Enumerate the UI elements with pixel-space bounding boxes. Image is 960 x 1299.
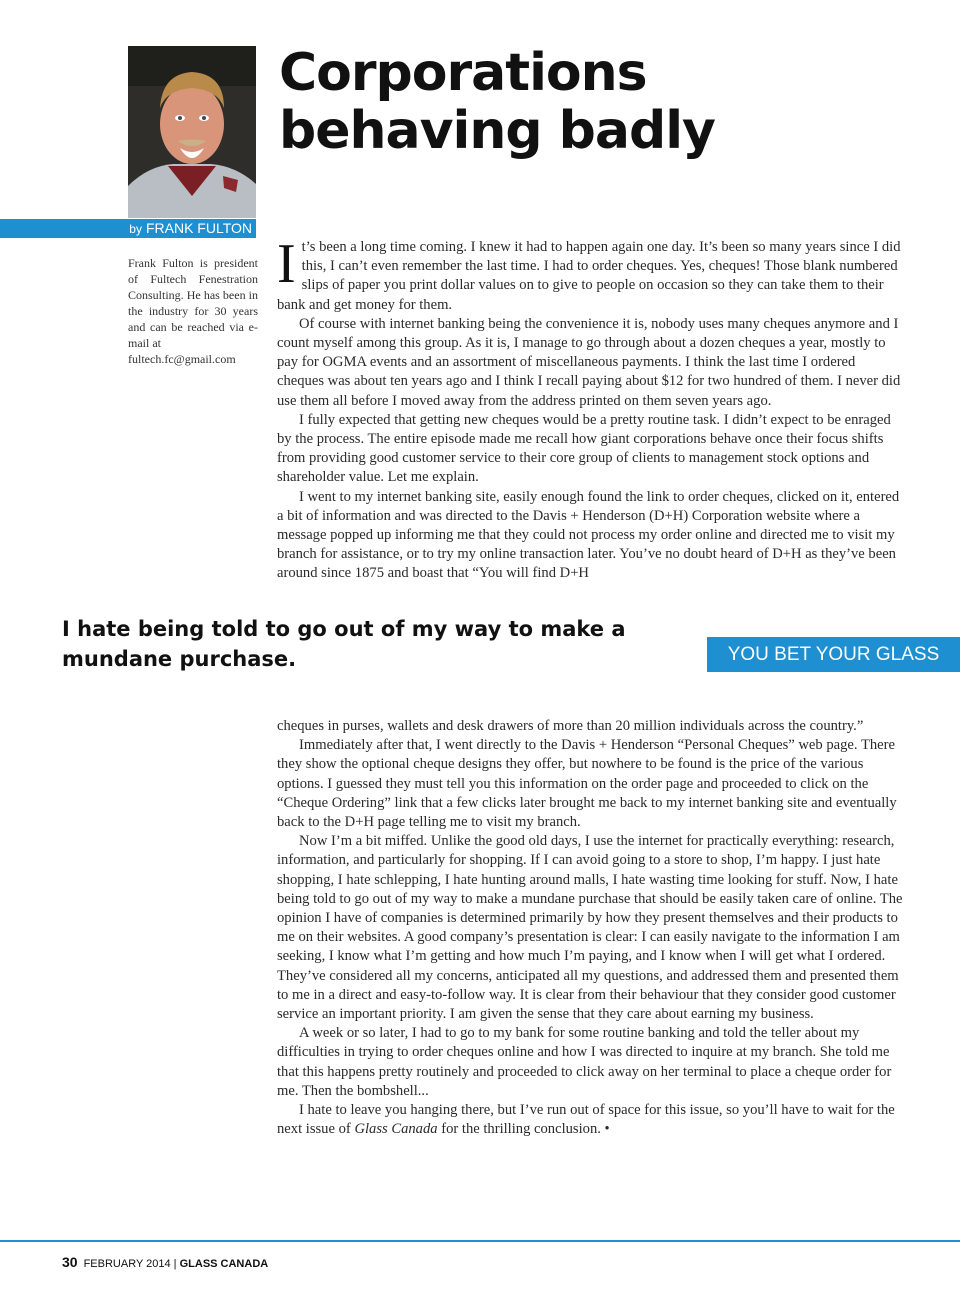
pull-quote: I hate being told to go out of my way to make a mundane purchase.	[62, 617, 626, 671]
author-photo	[128, 46, 256, 218]
footer-rule	[0, 1240, 960, 1242]
closing-paragraph	[277, 1101, 903, 1139]
author-name: FRANK FULTON	[145, 220, 252, 236]
byline	[129, 220, 252, 236]
bio-email: fultech.fc@gmail.com	[128, 352, 236, 366]
publication-name: GLASS CANADA	[179, 1258, 269, 1270]
article-body-top	[277, 233, 901, 584]
paragraph: cheques in purses, wallets and desk drawers of more than 20 million individuals across the country.”	[277, 718, 864, 734]
closing-text-end: for the thrilling conclusion. •	[441, 1121, 610, 1138]
paragraph	[277, 233, 901, 315]
section-label: YOU BET YOUR GLASS	[707, 637, 960, 672]
page-number: 30	[62, 1254, 78, 1270]
paragraph: I fully expected that getting new cheques would be a pretty routine task. I didn’t expect to be enraged by the process. The entire episode made me recall how giant corporations behave once their focus shifts from providing good customer service to their core group of clients to management stock options and shareholder value. Let me explain.	[277, 411, 891, 486]
page-footer	[62, 1254, 268, 1270]
title-line-1: Corporations	[279, 43, 647, 103]
article-title	[279, 44, 715, 160]
closing-text: I hate to leave you hanging there, but I’ve run out of space for this issue, so you’ll have to wait for the next issue of	[277, 1102, 895, 1138]
issue-date: FEBRUARY 2014 |	[83, 1258, 177, 1270]
drop-cap: I	[277, 233, 296, 295]
byline-prefix: by	[129, 222, 142, 236]
paragraph: Immediately after that, I went directly to the Davis + Henderson “Personal Cheques” web page. There they show the optional cheque designs they offer, but nowhere to be found is the price of the various options. I guessed they must tell you this information on the order page and proceeded to click on the “Cheque Ordering” link that a few clicks later brought me back to my internet banking site and eventually back to the D+H page telling me to visit my branch.	[277, 737, 897, 831]
bio-text: Frank Fulton is president of Fultech Fenestration Consulting. He has been in the industry for 30 years and can be reached via e-mail at	[128, 256, 258, 350]
article-body-bottom	[277, 717, 903, 1139]
title-line-2: behaving badly	[279, 101, 715, 161]
paragraph-text: t’s been a long time coming. I knew it had to happen again one day. It’s been so many years since I did this, I can’t even remember the last time. I had to order cheques. Yes, cheques! Those blank numbered slips of paper you print dollar values on to give to people on occasion so they can take them to their bank and get money for them.	[277, 239, 901, 313]
paragraph: Now I’m a bit miffed. Unlike the good old days, I use the internet for practically everything: research, information, and particularly for shopping. If I can avoid going to a store to shop, I’m happy. I just hate shopping, I hate schlepping, I hate hunting around malls, I hate wasting time looking for stuff. Now, I hate being told to go out of my way to make a mundane purchase that should be easily taken care of online. The opinion I have of companies is determined primarily by how they present themselves and their products to me on their websites. A good company’s presentation is clear: I can easily navigate to the information I am seeking, I know what I’m getting and how much I’m paying, and I know when I will get what I ordered. They’ve considered all my concerns, anticipated all my questions, and addressed them and presented them to me in a direct and easy-to-follow way. It is clear from their behaviour that they consider good customer service an important priority. I am given the sense that they care about earning my business.	[277, 833, 903, 1023]
byline-bar	[0, 219, 256, 238]
paragraph: A week or so later, I had to go to my bank for some routine banking and told the teller about my difficulties in trying to order cheques online and how I was directed to inquire at my branch. She told me that this happens pretty routinely and proceeded to click away on her terminal to place a cheque order for me. Then the bombshell...	[277, 1025, 892, 1099]
paragraph: I went to my internet banking site, easily enough found the link to order cheques, clicked on it, entered a bit of information and was directed to the Davis + Henderson (D+H) Corporation website where a message popped up informing me that they could not process my order online and directed me to visit my branch for assistance, or to try my online transaction later. You’ve no doubt heard of D+H as they’ve been around since 1875 and boast that “You will find D+H	[277, 488, 900, 582]
author-bio	[128, 255, 258, 367]
publication-mention: Glass Canada	[354, 1121, 438, 1138]
paragraph: Of course with internet banking being the convenience it is, nobody uses many cheques anymore and I count myself among this group. As it is, I manage to go through about a dozen cheques a year, mostly to pay for OGMA events and an assortment of miscellaneous payments. I think the last time I ordered cheques was about ten years ago and I think I recall paying about $12 for two hundred of them. I never did use them all before I moved away from the address printed on them seven years ago.	[277, 315, 901, 409]
